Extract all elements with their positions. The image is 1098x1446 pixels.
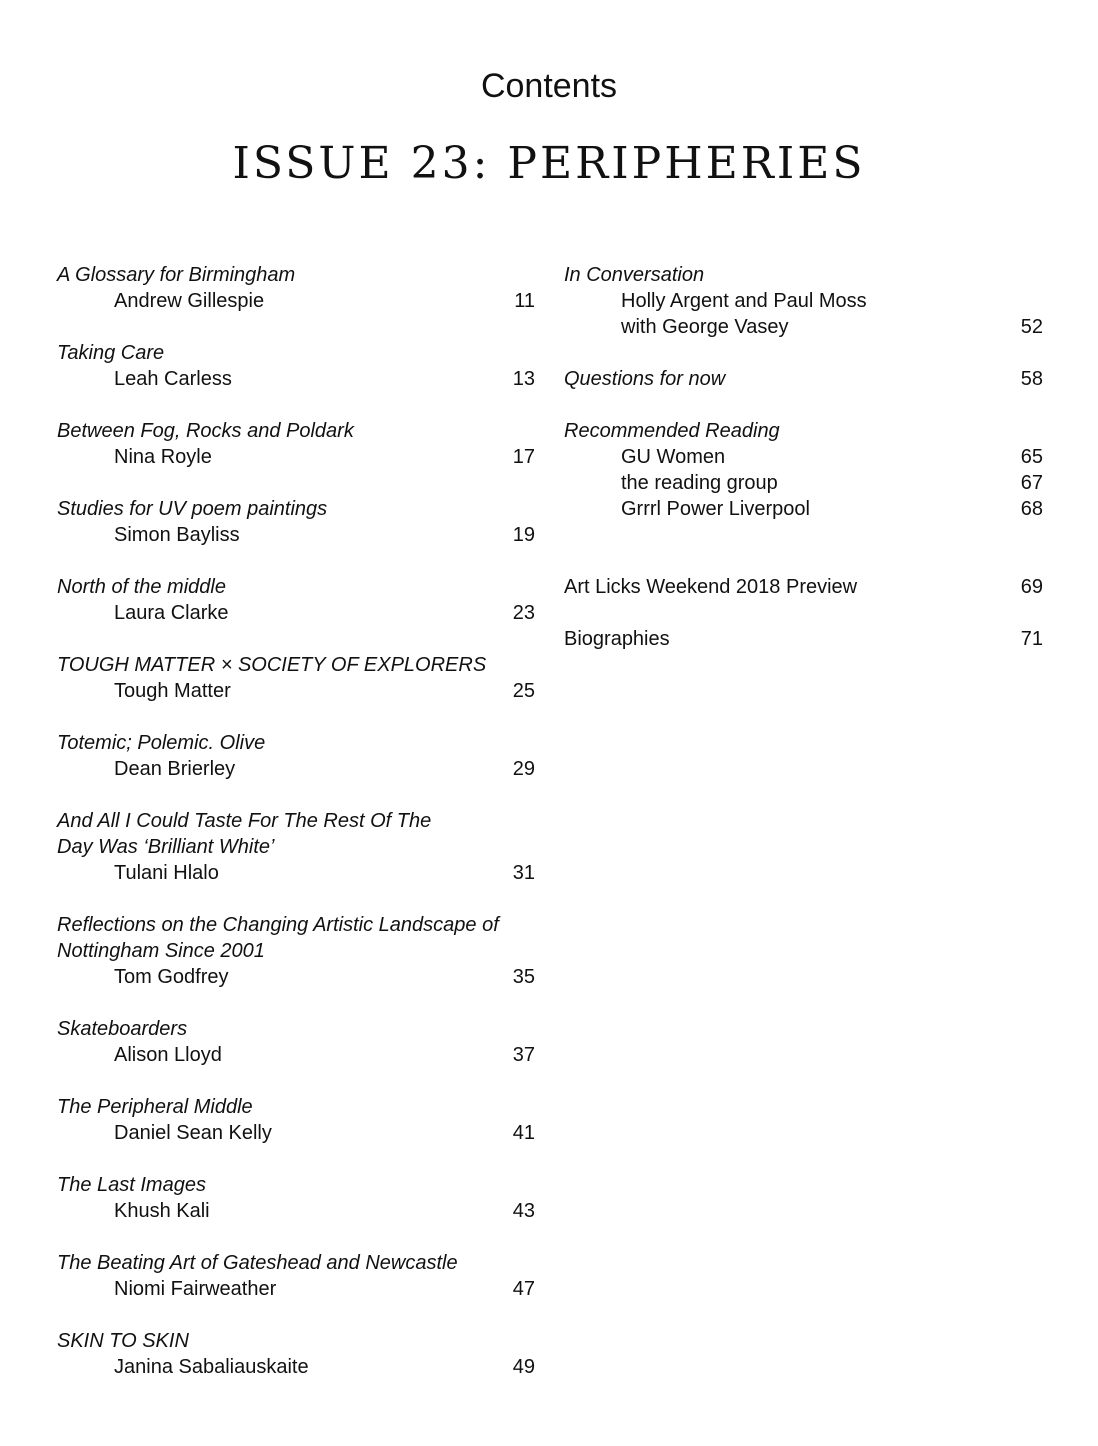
entry-title: Studies for UV poem paintings (57, 498, 328, 520)
entry-page-number: 17 (512, 446, 535, 468)
entry-page-number: 31 (512, 862, 535, 884)
spacer (564, 548, 1043, 574)
entry-page-number: 37 (512, 1044, 535, 1066)
toc-entry-preview (564, 574, 1043, 600)
reading-item (564, 444, 1043, 470)
entry-author: Laura Clarke (114, 602, 229, 624)
toc-entry (57, 1172, 535, 1224)
entry-page-number: 52 (1020, 316, 1043, 338)
entry-page-number: 25 (512, 680, 535, 702)
toc-entry (57, 808, 535, 886)
toc-entry (57, 496, 535, 548)
entry-title: The Peripheral Middle (57, 1096, 253, 1118)
entry-author: Nina Royle (114, 446, 212, 468)
toc-entry (57, 340, 535, 392)
entry-author: Tough Matter (114, 680, 231, 702)
reading-item (564, 496, 1043, 522)
toc-entry (57, 1094, 535, 1146)
entry-author-line: Holly Argent and Paul Moss (621, 290, 867, 312)
toc-entry (57, 418, 535, 470)
toc-entry (57, 652, 535, 704)
toc-entry (57, 262, 535, 314)
entry-page-number: 43 (512, 1200, 535, 1222)
entry-title: SKIN TO SKIN (57, 1330, 189, 1352)
entry-author: Tom Godfrey (114, 966, 229, 988)
entry-author: Leah Carless (114, 368, 232, 390)
entry-page-number: 47 (512, 1278, 535, 1300)
entry-author: Alison Lloyd (114, 1044, 222, 1066)
entry-title: Recommended Reading (564, 420, 780, 442)
toc-entry (57, 1328, 535, 1380)
entry-title: And All I Could Taste For The Rest Of The Day Was ‘Brilliant White’ (57, 810, 432, 858)
entry-page-number: 58 (1020, 368, 1043, 390)
entry-page-number: 67 (1020, 472, 1043, 494)
contents-left-column (57, 262, 535, 1406)
issue-title: ISSUE 23: PERIPHERIES (232, 138, 866, 189)
contents-right-column (564, 262, 1043, 678)
entry-page-number: 35 (512, 966, 535, 988)
entry-title: Questions for now (564, 368, 726, 390)
entry-page-number: 13 (512, 368, 535, 390)
entry-page-number: 41 (512, 1122, 535, 1144)
entry-title: Totemic; Polemic. Olive (57, 732, 266, 754)
toc-entry (57, 574, 535, 626)
entry-title: Skateboarders (57, 1018, 188, 1040)
entry-title: Biographies (564, 628, 670, 650)
entry-title: Between Fog, Rocks and Poldark (57, 420, 354, 442)
entry-author: Daniel Sean Kelly (114, 1122, 272, 1144)
entry-author: Niomi Fairweather (114, 1278, 277, 1300)
entry-title: Art Licks Weekend 2018 Preview (564, 576, 858, 598)
reading-item-label: GU Women (621, 446, 726, 468)
entry-title: The Last Images (57, 1174, 206, 1196)
entry-author: Dean Brierley (114, 758, 236, 780)
entry-page-number: 71 (1020, 628, 1043, 650)
entry-page-number: 49 (512, 1356, 535, 1378)
entry-title: North of the middle (57, 576, 226, 598)
entry-author: Janina Sabaliauskaite (114, 1356, 309, 1378)
entry-page-number: 19 (512, 524, 535, 546)
entry-page-number: 11 (514, 290, 535, 312)
entry-page-number: 29 (512, 758, 535, 780)
toc-entry-reading (564, 418, 1043, 522)
entry-page-number: 65 (1020, 446, 1043, 468)
entry-title: TOUGH MATTER × SOCIETY OF EXPLORERS (57, 654, 487, 676)
toc-entry (57, 730, 535, 782)
toc-entry (57, 912, 535, 990)
entry-title: A Glossary for Birmingham (57, 264, 296, 286)
reading-item (564, 470, 1043, 496)
entry-title: Reflections on the Changing Artistic Landscape of Nottingham Since 2001 (57, 914, 499, 962)
toc-entry (57, 1250, 535, 1302)
toc-entry-conversation (564, 262, 1043, 340)
entry-title: Taking Care (57, 342, 165, 364)
toc-entry-questions (564, 366, 1043, 392)
entry-author: Simon Bayliss (114, 524, 240, 546)
entry-author-line: with George Vasey (621, 316, 789, 338)
entry-title: The Beating Art of Gateshead and Newcastle (57, 1252, 458, 1274)
toc-entry (57, 1016, 535, 1068)
entry-page-number: 68 (1020, 498, 1043, 520)
reading-item-label: the reading group (621, 472, 778, 494)
reading-item-label: Grrrl Power Liverpool (621, 498, 810, 520)
entry-author: Andrew Gillespie (114, 290, 265, 312)
entry-title: In Conversation (564, 264, 705, 286)
entry-author: Tulani Hlalo (114, 862, 219, 884)
entry-page-number: 23 (512, 602, 535, 624)
entry-author: Khush Kali (114, 1200, 210, 1222)
entry-page-number: 69 (1020, 576, 1043, 598)
toc-entry-biographies (564, 626, 1043, 652)
page-heading: Contents (480, 67, 618, 105)
